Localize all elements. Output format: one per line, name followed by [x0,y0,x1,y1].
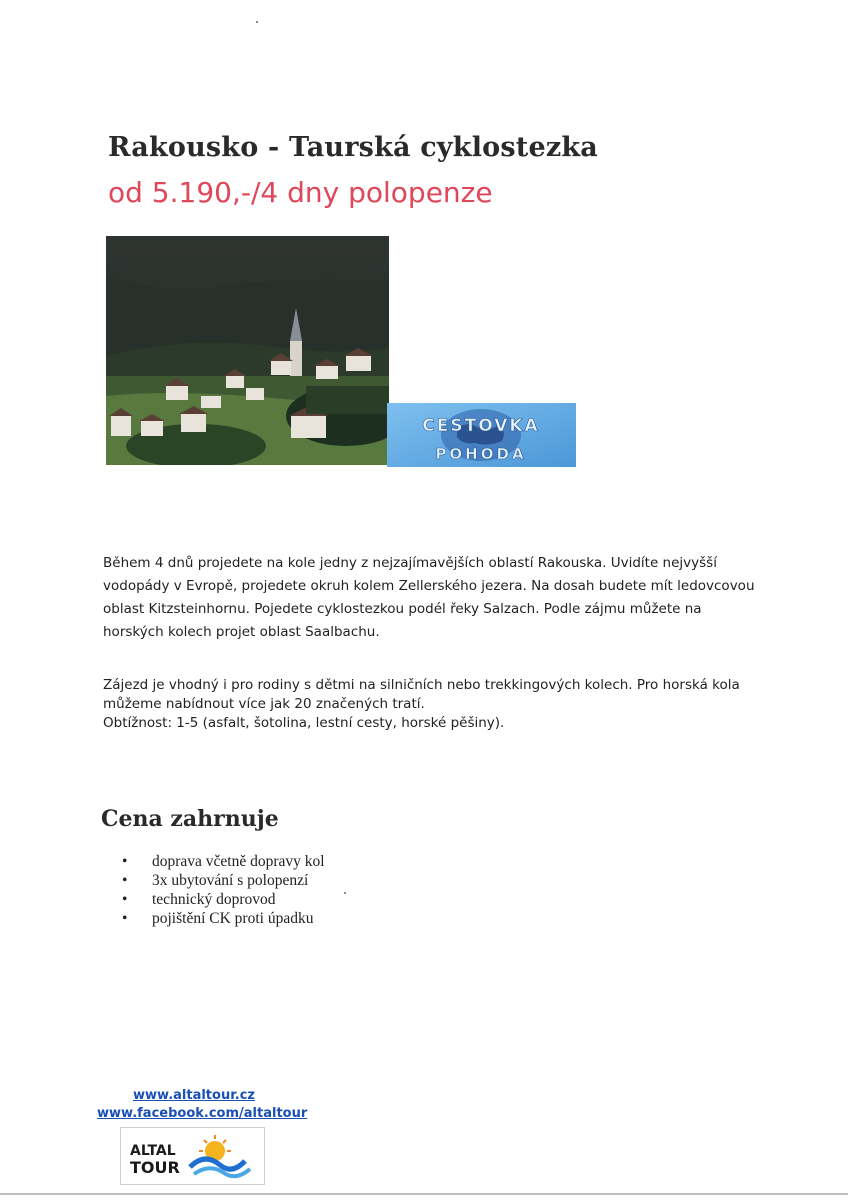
village-landscape-photo [106,236,389,465]
page-title: Rakousko - Taurská cyklostezka [108,132,598,163]
list-item-label: pojištění CK proti úpadku [152,910,314,927]
bottom-divider [0,1193,848,1195]
svg-text:ALTAL: ALTAL [130,1143,176,1159]
cestovka-pohoda-logo [387,403,576,467]
scan-speck [256,21,258,23]
list-item [104,871,325,890]
website-link[interactable]: www.altaltour.cz [133,1088,255,1103]
suitability-paragraph [103,676,763,733]
bullet-icon: • [122,853,128,870]
scan-speck [344,892,346,894]
includes-heading: Cena zahrnuje [101,806,279,832]
bullet-icon: • [122,891,128,908]
description-paragraph: Během 4 dnů projedete na kole jedny z nejzajímavějších oblastí Rakouska. Uvidíte nejvyšší vodopády v Evropě, projedete okruh kolem Zellerského jezera. Na dosah budete mít ledovcovou oblast Kitzsteinhornu. Pojedete cyklostezkou podél řeky Salzach. Podle zájmu můžete na horských kolech projet oblast Saalbachu. [103,555,755,640]
facebook-link[interactable]: www.facebook.com/altaltour [97,1106,308,1121]
bullet-icon: • [122,910,128,927]
svg-text:POHODA: POHODA [435,445,527,463]
price-headline: od 5.190,-/4 dny polopenze [108,176,493,209]
altal-tour-logo [120,1127,265,1185]
svg-text:CESTOVKA: CESTOVKA [422,416,540,436]
list-item-label: technický doprovod [152,891,276,908]
suitability-text: Zájezd je vhodný i pro rodiny s dětmi na silničních nebo trekkingových kolech. Pro horská kola můžeme nabídnout více jak 20 značených tratí. [103,677,740,712]
difficulty-text: Obtížnost: 1-5 (asfalt, šotolina, lestní cesty, horské pěšiny). [103,715,505,731]
svg-text:TOUR: TOUR [130,1158,180,1177]
includes-list [104,852,325,928]
list-item-label: 3x ubytování s polopenzí [152,872,309,889]
bullet-icon: • [122,872,128,889]
list-item [104,890,325,909]
list-item [104,909,325,928]
list-item [104,852,325,871]
list-item-label: doprava včetně dopravy kol [152,853,325,870]
